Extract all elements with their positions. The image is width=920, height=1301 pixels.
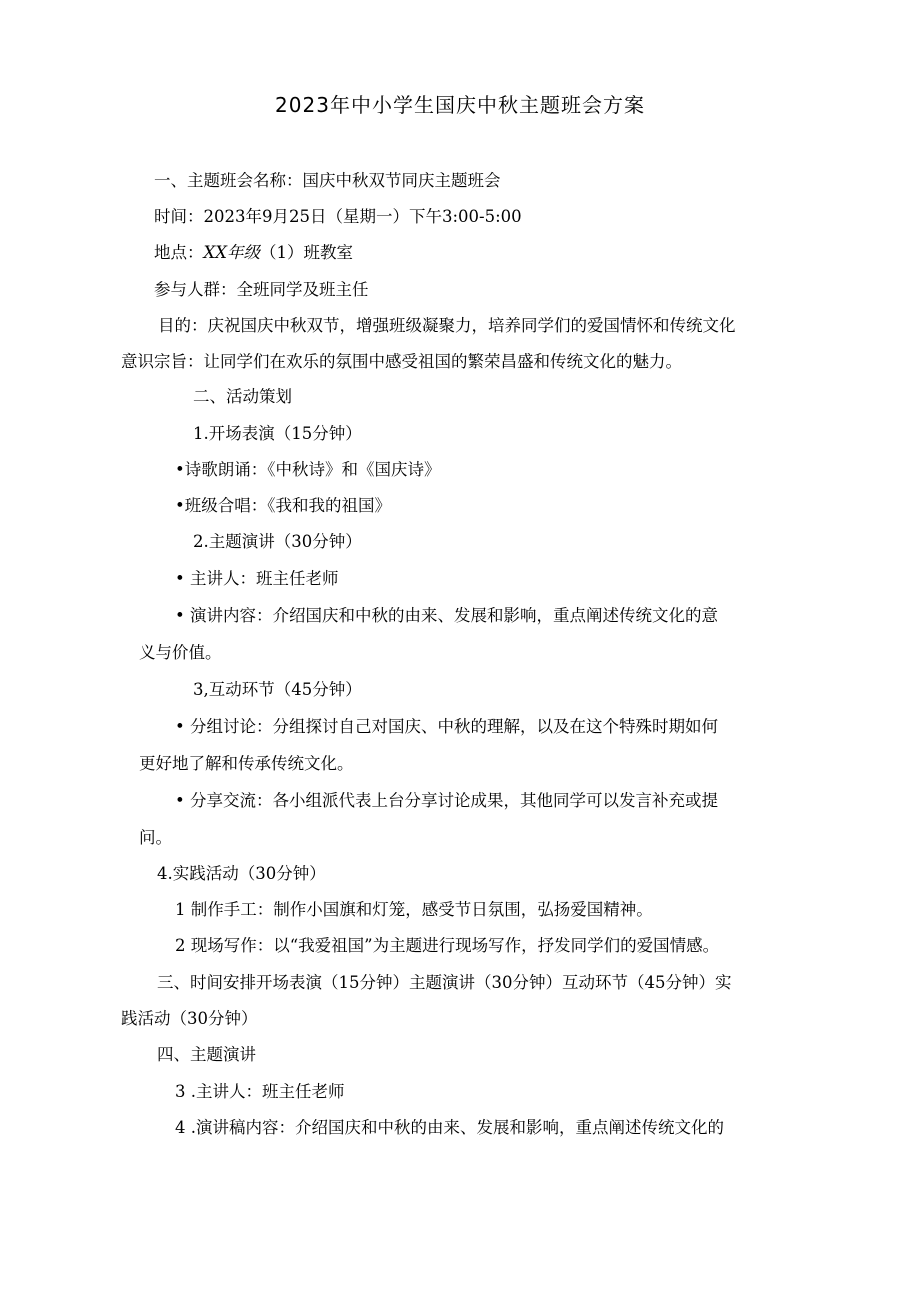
- location-grade: XX年级: [203, 243, 260, 262]
- section-1-heading: 一、主题班会名称：国庆中秋双节同庆主题班会: [154, 171, 501, 190]
- section-4-heading: 四、主题演讲: [157, 1045, 256, 1064]
- document-title: 2023年中小学生国庆中秋主题班会方案: [275, 93, 645, 117]
- location-label: 地点：: [154, 243, 204, 262]
- item-practice: 4.实践活动（30分钟）: [157, 864, 326, 883]
- bullet-class-chorus: •班级合唱：《我和我的祖国》: [175, 496, 391, 515]
- bullet-speech-content-1: • 演讲内容：介绍国庆和中秋的由来、发展和影响，重点阐述传统文化的意: [175, 606, 718, 625]
- section-3-schedule-2: 践活动（30分钟）: [121, 1009, 258, 1028]
- section-3-schedule-1: 三、时间安排开场表演（15分钟）主题演讲（30分钟）互动环节（45分钟）实: [157, 973, 732, 992]
- item-opening-performance: 1.开场表演（15分钟）: [193, 424, 362, 443]
- bullet-group-discussion-1: • 分组讨论：分组探讨自己对国庆、中秋的理解，以及在这个特殊时期如何: [175, 717, 718, 736]
- item-theme-speech: 2.主题演讲（30分钟）: [193, 532, 362, 551]
- speech-content: 4 .演讲稿内容：介绍国庆和中秋的由来、发展和影响，重点阐述传统文化的: [175, 1118, 724, 1137]
- item-interaction: 3,互动环节（45分钟）: [193, 680, 362, 699]
- purpose-line-1: 目的：庆祝国庆中秋双节，增强班级凝聚力，培养同学们的爱国情怀和传统文化: [158, 316, 736, 335]
- bullet-poetry-recitation: •诗歌朗诵：《中秋诗》和《国庆诗》: [175, 460, 441, 479]
- speech-speaker: 3 .主讲人：班主任老师: [175, 1082, 345, 1101]
- bullet-group-discussion-2: 更好地了解和传承传统文化。: [139, 754, 354, 773]
- location-classroom: （1）班教室: [260, 243, 353, 262]
- bullet-speech-content-2: 义与价值。: [139, 643, 222, 662]
- practice-handcraft: 1 制作手工：制作小国旗和灯笼，感受节日氛围，弘扬爱国精神。: [175, 900, 653, 919]
- bullet-speaker: • 主讲人：班主任老师: [175, 569, 339, 588]
- section-2-heading: 二、活动策划: [193, 387, 292, 406]
- purpose-line-2: 意识宗旨：让同学们在欢乐的氛围中感受祖国的繁荣昌盛和传统文化的魅力。: [121, 352, 682, 371]
- participants: 参与人群：全班同学及班主任: [154, 280, 369, 299]
- bullet-sharing-1: • 分享交流：各小组派代表上台分享讨论成果，其他同学可以发言补充或提: [175, 791, 718, 810]
- meeting-time: 时间：2023年9月25日（星期一）下午3:00-5:00: [154, 207, 522, 226]
- bullet-sharing-2: 问。: [139, 828, 172, 847]
- practice-writing: 2 现场写作：以“我爱祖国”为主题进行现场写作，抒发同学们的爱国情感。: [175, 936, 720, 955]
- meeting-location: [154, 240, 353, 266]
